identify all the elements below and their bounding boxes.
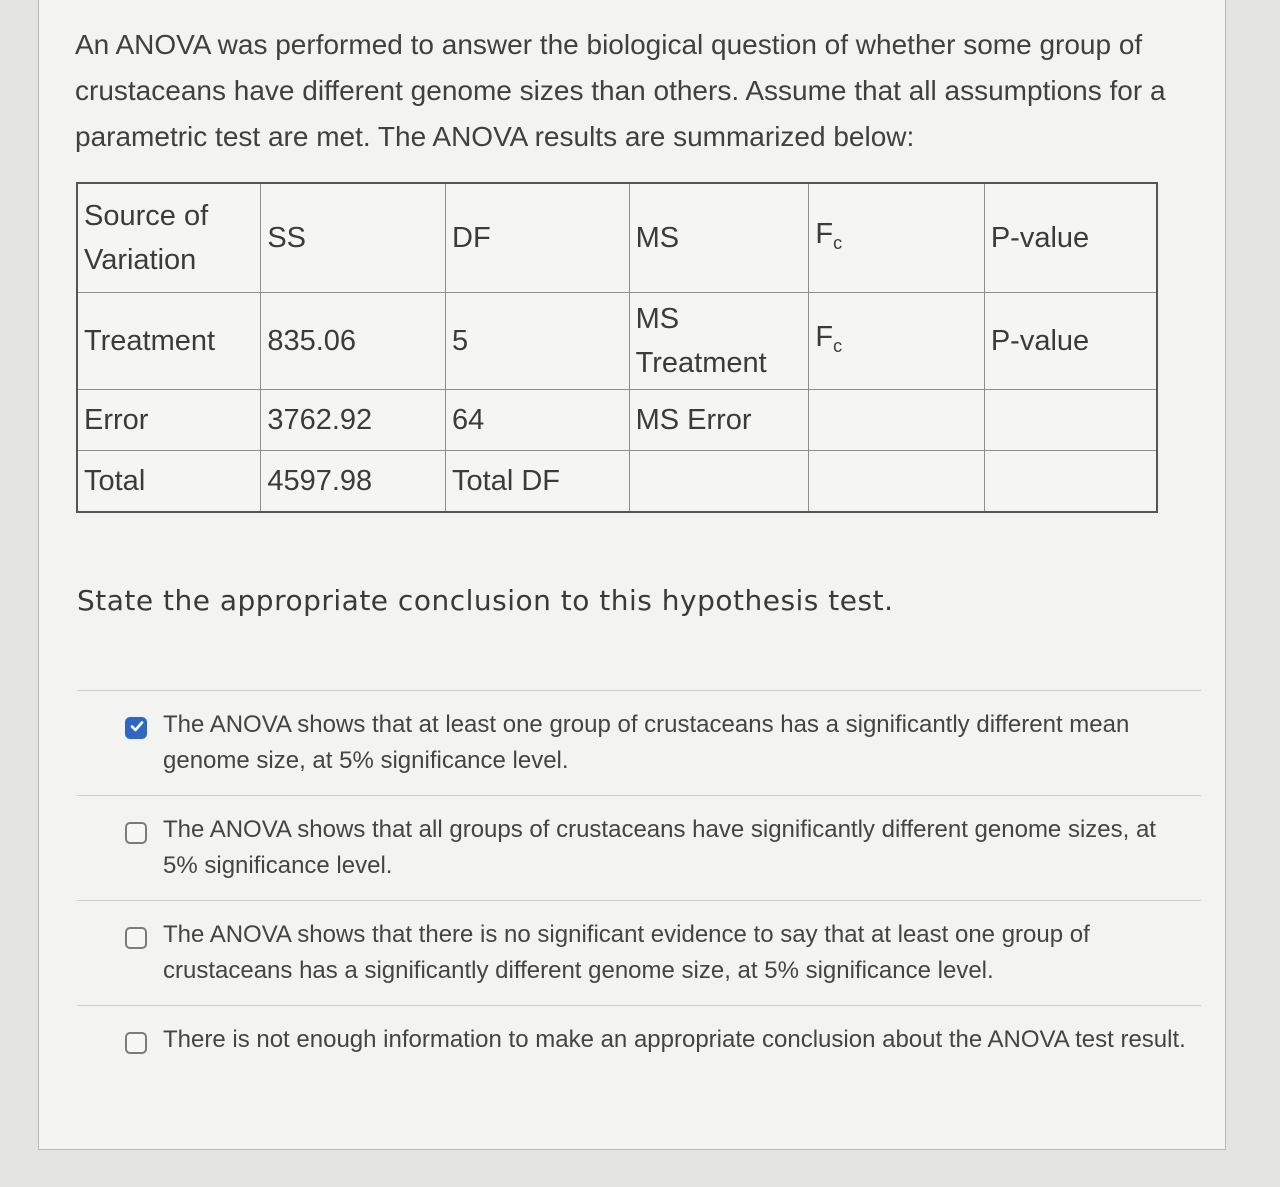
header-source-line1: Source of: [84, 200, 209, 232]
answer-option-3-text: The ANOVA shows that there is no significant evidence to say that at least one group of crustaceans has a significantly different genome size, at 5% significance level.: [163, 921, 1090, 984]
treatment-pvalue: P-value: [984, 293, 1157, 390]
treatment-source: Treatment: [77, 293, 261, 390]
total-source: Total: [77, 451, 261, 513]
answer-option-4[interactable]: [77, 1006, 1201, 1074]
question-card: [38, 0, 1226, 1150]
error-fc-empty: [809, 390, 984, 451]
treatment-ms: [629, 293, 809, 390]
error-ss: 3762.92: [261, 390, 446, 451]
answer-option-1-text: The ANOVA shows that at least one group of crustaceans has a significantly different mean genome size, at 5% significance level.: [163, 711, 1130, 774]
treatment-fc-subscript: c: [833, 335, 843, 356]
treatment-ss: 835.06: [261, 293, 446, 390]
header-fc-subscript: c: [833, 232, 843, 253]
answer-option-1[interactable]: [77, 691, 1201, 795]
answer-option-2[interactable]: [77, 796, 1201, 900]
anova-row-total: [77, 451, 1157, 513]
error-pvalue-empty: [984, 390, 1157, 451]
checkbox-checked-icon[interactable]: [125, 717, 147, 739]
error-ms: MS Error: [629, 390, 809, 451]
checkbox-empty-icon[interactable]: [125, 927, 147, 949]
header-fc-main: F: [815, 217, 834, 250]
anova-header-row: [77, 183, 1157, 293]
header-ss: SS: [261, 183, 446, 293]
header-pvalue: P-value: [984, 183, 1157, 293]
anova-table: [76, 182, 1158, 513]
total-ms-empty: [629, 451, 809, 513]
answer-options: [77, 690, 1201, 1074]
treatment-ms-line2: Treatment: [635, 347, 767, 379]
treatment-df: 5: [446, 293, 630, 390]
answer-option-3[interactable]: [77, 901, 1201, 1005]
treatment-ms-line1: MS: [635, 303, 680, 335]
question-intro-text: An ANOVA was performed to answer the biological question of whether some group of crustaceans have different genome sizes than others. Assume that all assumptions for a parametric test are met. The ANOVA results are summarized below:: [75, 29, 1166, 152]
checkmark-icon: [129, 718, 145, 734]
header-fc: [809, 183, 984, 293]
total-df: Total DF: [446, 451, 630, 513]
total-pvalue-empty: [984, 451, 1157, 513]
question-prompt: State the appropriate conclusion to this hypothesis test.: [77, 584, 894, 617]
checkbox-empty-icon[interactable]: [125, 1032, 147, 1054]
anova-row-error: [77, 390, 1157, 451]
treatment-fc-main: F: [815, 320, 834, 353]
answer-option-4-text: There is not enough information to make an appropriate conclusion about the ANOVA test result.: [163, 1026, 1186, 1053]
checkbox-empty-icon[interactable]: [125, 822, 147, 844]
total-fc-empty: [809, 451, 984, 513]
total-ss: 4597.98: [261, 451, 446, 513]
answer-option-2-text: The ANOVA shows that all groups of crustaceans have significantly different genome sizes, at 5% significance level.: [163, 816, 1156, 879]
header-source-of-variation: [77, 183, 261, 293]
error-df: 64: [446, 390, 630, 451]
anova-row-treatment: [77, 293, 1157, 390]
error-source: Error: [77, 390, 261, 451]
header-df: DF: [446, 183, 630, 293]
treatment-fc: [809, 293, 984, 390]
header-ms: MS: [629, 183, 809, 293]
header-source-line2: Variation: [84, 244, 197, 276]
